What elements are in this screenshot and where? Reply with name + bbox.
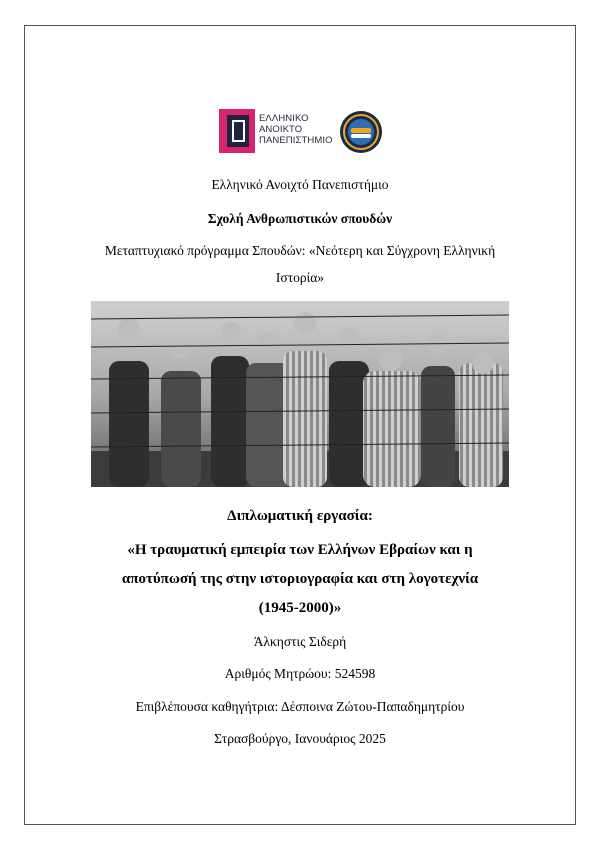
program-line-2: Ιστορία» — [275, 270, 325, 285]
logo-line-2: ΑΝΟΙΚΤΟ — [259, 124, 303, 135]
program-line-1: Μεταπτυχιακό πρόγραμμα Σπουδών: «Νεότερη και Σύγχρονη Ελληνική — [104, 243, 496, 258]
cover-photo — [91, 301, 509, 487]
eap-logo-icon — [219, 109, 255, 153]
thesis-title-line-2: αποτύπωσή της στην ιστοριογραφία και στη λογοτεχνία — [121, 571, 479, 587]
registration-number: Αριθμός Μητρώου: 524598 — [224, 666, 376, 681]
thesis-title-line-3: (1945-2000)» — [258, 600, 342, 616]
thesis-type: Διπλωματική εργασία: — [227, 508, 373, 524]
school-name: Σχολή Ανθρωπιστικών σπουδών — [207, 211, 393, 226]
author-name: Άλκηστις Σιδερή — [253, 634, 347, 649]
eap-quality-seal-icon — [339, 110, 383, 154]
logo-line-1: ΕΛΛΗΝΙΚΟ — [259, 113, 309, 124]
university-logo — [219, 107, 339, 155]
thesis-title-line-1: «Η τραυματική εμπειρία των Ελλήνων Εβραίων και η — [127, 542, 473, 558]
university-name: Ελληνικό Ανοιχτό Πανεπιστήμιο — [211, 177, 389, 192]
logo-text — [259, 113, 333, 146]
place-and-date: Στρασβούργο, Ιανουάριος 2025 — [214, 731, 386, 746]
logo-line-3: ΠΑΝΕΠΙΣΤΗΜΙΟ — [259, 135, 333, 146]
supervisor: Επιβλέπουσα καθηγήτρια: Δέσποινα Ζώτου-Παπαδημητρίου — [135, 699, 465, 714]
